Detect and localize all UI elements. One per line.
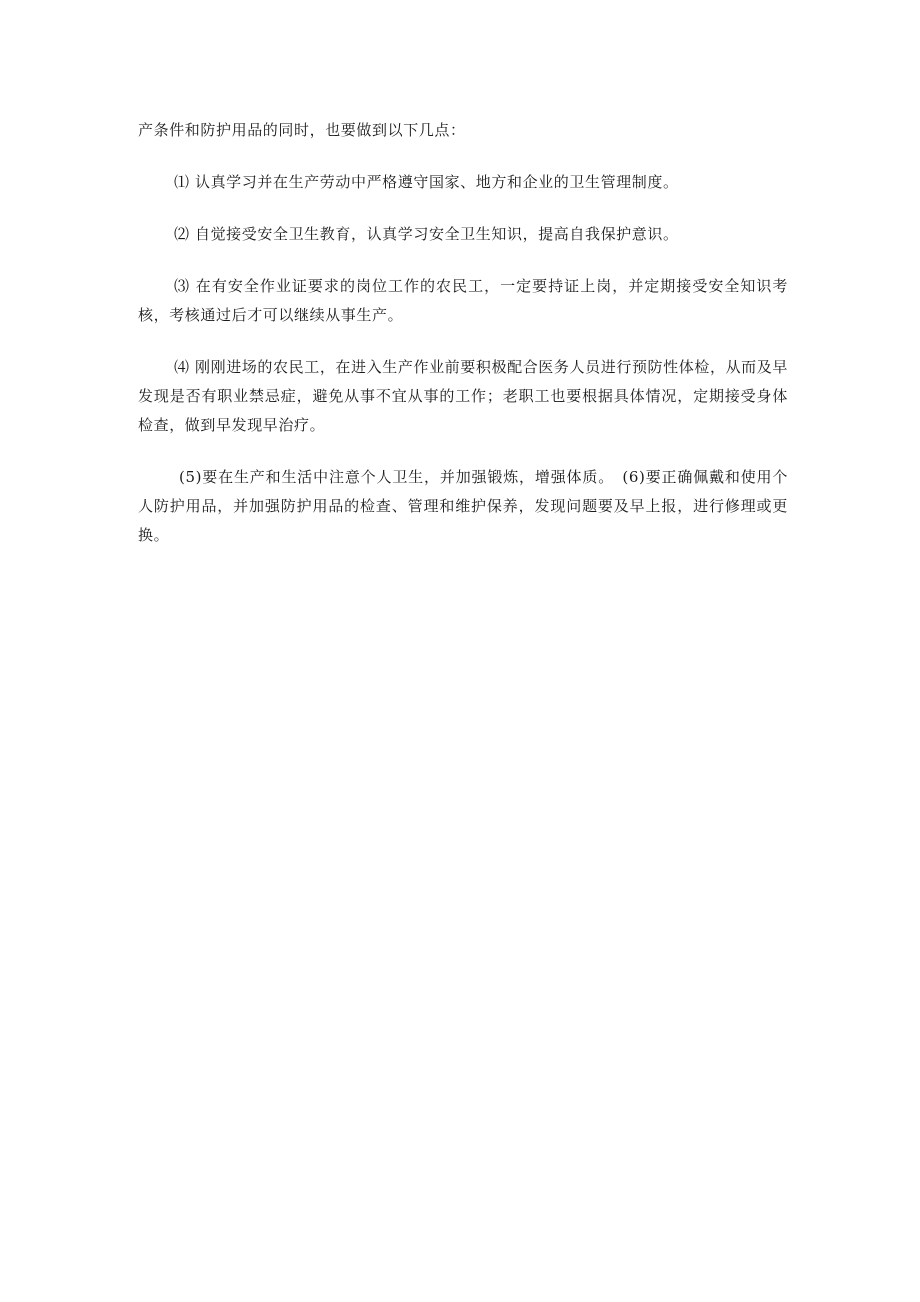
paragraph-item-2: ⑵ 自觉接受安全卫生教育，认真学习安全卫生知识，提高自我保护意识。 bbox=[174, 225, 679, 243]
paragraph-item-5-6: (5)要在生产和生活中注意个人卫生，并加强锻炼，增强体质。 (6)要正确佩戴和使用个人防护用品，并加强防护用品的检查、管理和维护保养，发现问题要及早上报，进行修理或更换。 bbox=[138, 468, 788, 544]
paragraph-item-1: ⑴ 认真学习并在生产劳动中严格遵守国家、地方和企业的卫生管理制度。 bbox=[174, 173, 679, 191]
document-body bbox=[138, 116, 788, 573]
paragraph-item-3: ⑶ 在有安全作业证要求的岗位工作的农民工，一定要持证上岗，并定期接受安全知识考核，考核通过后才可以继续从事生产。 bbox=[138, 277, 788, 324]
paragraph-item-4: ⑷ 刚刚进场的农民工，在进入生产作业前要积极配合医务人员进行预防性体检，从而及早发现是否有职业禁忌症，避免从事不宜从事的工作；老职工也要根据具体情况，定期接受身体检查，做到早发现早治疗。 bbox=[138, 358, 788, 434]
paragraph-intro: 产条件和防护用品的同时，也要做到以下几点： bbox=[138, 121, 466, 139]
